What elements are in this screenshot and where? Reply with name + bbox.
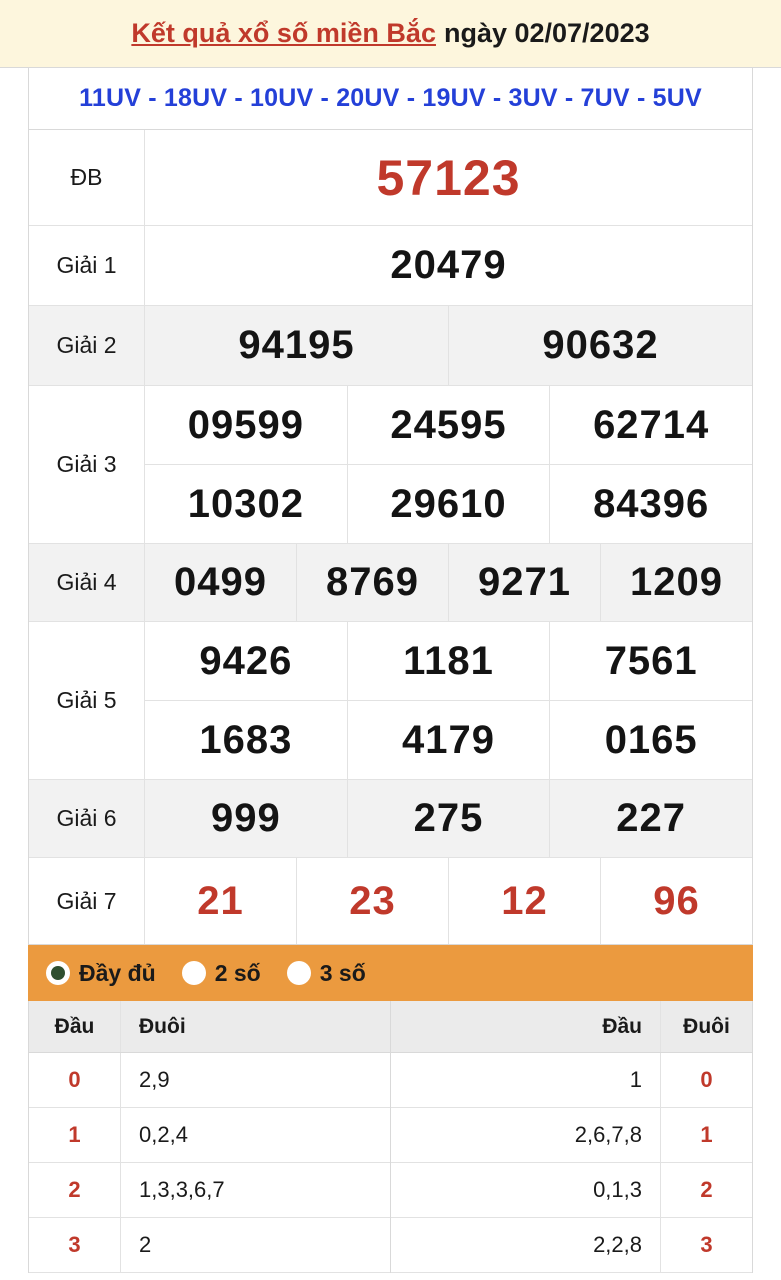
prize-number: 62714: [593, 402, 710, 447]
number-line: [145, 386, 752, 465]
column-header-duoi: Đuôi: [660, 1001, 752, 1052]
number-line: [145, 780, 752, 857]
prize-number: 1683: [145, 701, 348, 779]
uv-codes-row: [28, 68, 753, 130]
prize-numbers: [145, 306, 752, 385]
cell-dau: 1: [629, 1067, 642, 1092]
filter-option-label: 2 số: [214, 959, 261, 986]
prize-label: Giải 7: [29, 858, 145, 944]
cell-dau: 2,2,8: [593, 1232, 642, 1257]
table-row: [29, 780, 752, 858]
prize-number: 227: [616, 796, 687, 840]
cell-dau: 2,6,7,8: [574, 1122, 642, 1147]
prize-number: 275: [348, 780, 551, 857]
head-tail-table-left: [29, 1001, 391, 1273]
filter-option-label: Đầy đủ: [79, 959, 156, 986]
uv-codes-text: 11UV - 18UV - 10UV - 20UV - 19UV - 3UV - 7UV - 5UV: [79, 84, 702, 112]
prize-number: 09599: [145, 386, 348, 464]
prize-number: 29610: [348, 465, 551, 543]
prize-label: Giải 3: [29, 386, 145, 543]
prize-numbers: [145, 544, 752, 621]
filter-option-label: 3 số: [319, 959, 366, 986]
cell-dau: 3: [29, 1218, 121, 1272]
cell-dau: 0,1,3: [593, 1177, 642, 1202]
prize-numbers: [145, 858, 752, 944]
cell-dau: 2: [29, 1163, 121, 1217]
prize-number: 10302: [145, 465, 348, 543]
table-row: [391, 1218, 753, 1273]
table-header-row: [391, 1001, 753, 1053]
prize-number: 9271: [449, 544, 601, 621]
prize-label: Giải 1: [29, 226, 145, 305]
table-row: [29, 544, 752, 622]
prize-number: 20479: [390, 243, 507, 287]
prize-label: ĐB: [29, 130, 145, 225]
number-line: [145, 465, 752, 543]
prize-number: 0165: [604, 717, 698, 762]
cell-dau: 1: [29, 1108, 121, 1162]
column-header-dau: Đầu: [29, 1001, 121, 1052]
radio-unselected-icon[interactable]: [182, 961, 206, 985]
prize-numbers: [145, 780, 752, 857]
cell-dau: 0: [29, 1053, 121, 1107]
head-tail-table-right: [391, 1001, 753, 1273]
table-row: [391, 1163, 753, 1218]
prize-number: 12: [449, 858, 601, 944]
radio-unselected-icon[interactable]: [287, 961, 311, 985]
table-row: [29, 622, 752, 780]
prize-number: 1209: [630, 560, 723, 604]
number-line: [145, 544, 752, 621]
radio-selected-icon[interactable]: [46, 961, 70, 985]
prize-numbers: [145, 130, 752, 225]
number-line: [145, 306, 752, 385]
prize-label: Giải 5: [29, 622, 145, 779]
number-line: [145, 130, 752, 225]
prize-number: 96: [653, 878, 700, 923]
display-mode-filter-bar: [28, 945, 753, 1001]
table-row: [29, 1053, 390, 1108]
table-row: [29, 1108, 390, 1163]
prize-numbers: [145, 386, 752, 543]
prize-number: 999: [145, 780, 348, 857]
number-line: [145, 858, 752, 944]
prize-numbers: [145, 622, 752, 779]
head-tail-tables: [28, 1001, 753, 1273]
number-line: [145, 701, 752, 779]
table-header-row: [29, 1001, 390, 1053]
prize-number: 8769: [297, 544, 449, 621]
prize-number: 57123: [376, 149, 521, 206]
prize-number: 9426: [145, 622, 348, 700]
cell-duoi: 2,9: [139, 1067, 170, 1092]
prize-numbers: [145, 226, 752, 305]
cell-duoi: 0: [660, 1053, 752, 1107]
column-header-dau: Đầu: [602, 1014, 642, 1038]
page-header: [0, 0, 781, 68]
cell-duoi: 1: [660, 1108, 752, 1162]
prize-number: 7561: [604, 638, 698, 683]
prize-label: Giải 6: [29, 780, 145, 857]
cell-duoi: 0,2,4: [139, 1122, 188, 1147]
cell-duoi: 2: [660, 1163, 752, 1217]
prize-number: 21: [145, 858, 297, 944]
prize-number: 84396: [593, 481, 710, 526]
column-header-duoi: Đuôi: [139, 1014, 186, 1038]
prize-number: 1181: [348, 622, 551, 700]
filter-option-full[interactable]: [46, 960, 156, 987]
filter-option-2-digits[interactable]: [182, 960, 261, 987]
prize-label: Giải 2: [29, 306, 145, 385]
number-line: [145, 622, 752, 701]
results-table: [28, 130, 753, 945]
prize-number: 0499: [145, 544, 297, 621]
table-row: [29, 858, 752, 944]
number-line: [145, 226, 752, 305]
table-row: [29, 306, 752, 386]
cell-duoi: 1,3,3,6,7: [139, 1177, 225, 1202]
prize-number: 24595: [348, 386, 551, 464]
prize-number: 23: [297, 858, 449, 944]
table-row: [29, 386, 752, 544]
page-title-date: ngày 02/07/2023: [443, 18, 650, 48]
table-row: [29, 1218, 390, 1273]
table-row: [29, 1163, 390, 1218]
prize-label: Giải 4: [29, 544, 145, 621]
cell-duoi: 2: [139, 1232, 152, 1257]
prize-number: 90632: [542, 323, 659, 367]
table-row: [391, 1108, 753, 1163]
table-row: [29, 226, 752, 306]
prize-number: 94195: [145, 306, 449, 385]
filter-option-3-digits[interactable]: [287, 960, 366, 987]
table-row: [391, 1053, 753, 1108]
cell-duoi: 3: [660, 1218, 752, 1272]
prize-number: 4179: [348, 701, 551, 779]
table-row: [29, 130, 752, 226]
page-title: Kết quả xổ số miền Bắc: [131, 18, 436, 48]
